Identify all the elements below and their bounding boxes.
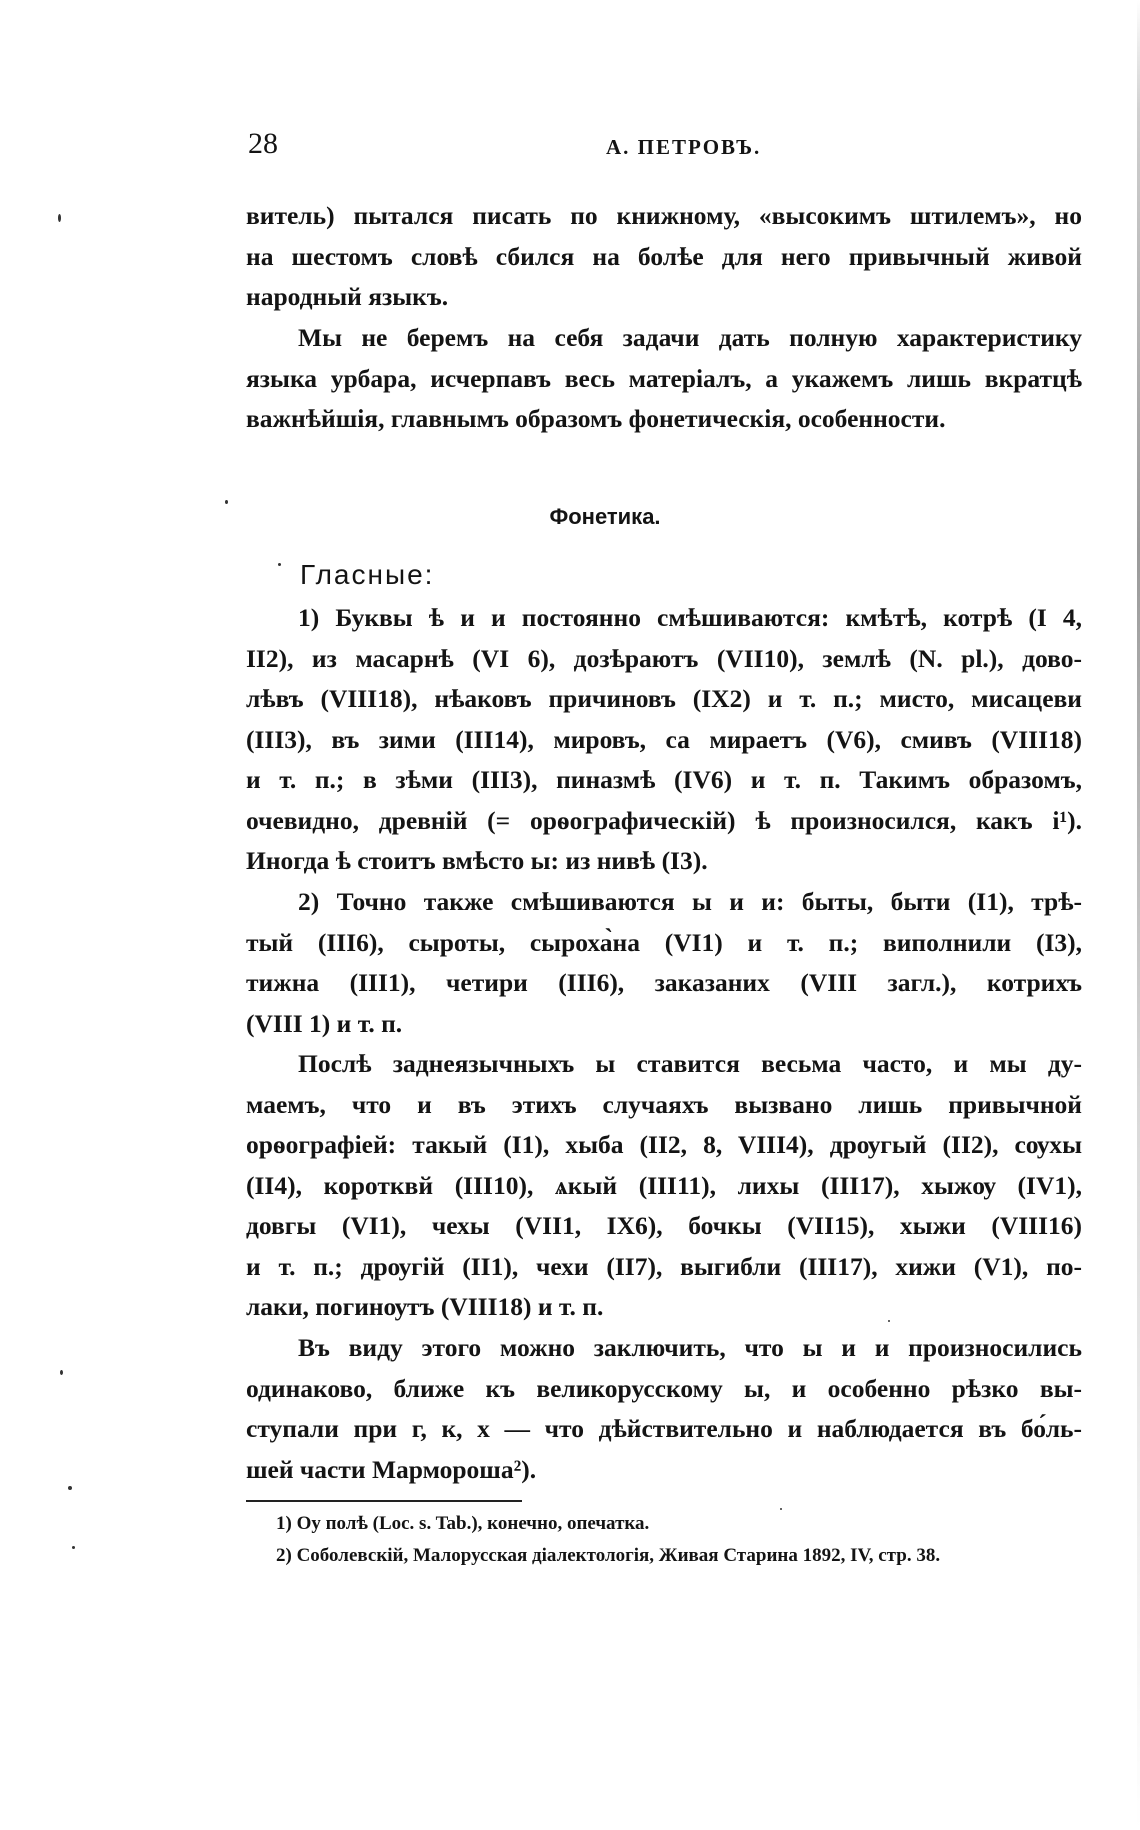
text-line: шей части Мармороша²).	[246, 1454, 537, 1484]
text-line: важнѣйшія, главнымъ образомъ фонетическія, особенности.	[246, 404, 946, 433]
text-line: очевидно, древній (= орѳографическій) ѣ произносился, какъ і¹).	[246, 805, 1082, 835]
text-line: лаки, погинѹтъ (VIII18) и т. п.	[246, 1292, 604, 1321]
text-line: лѣвъ (VIII18), нѣаковъ причиновъ (IX2) и т. п.; мисто, мисацеви	[246, 684, 1082, 713]
text-line: 2) Точно также смѣшиваются ы и и: быты, быти (I1), трѣ-	[298, 887, 1082, 916]
section-subhead: Гласные:	[300, 559, 435, 590]
text-line: 1) Буквы ѣ и и постоянно смѣшиваются: кмѣтѣ, котрѣ (I 4,	[298, 603, 1082, 632]
text-line: тижна (III1), четири (III6), заказаних (VIII загл.), котрихъ	[246, 968, 1082, 997]
text-line: (II4), коротквй (III10), ѧкый (III11), лихы (III17), хыжѹ (IV1),	[246, 1170, 1082, 1200]
section-title: Фонетика.	[549, 504, 661, 529]
text-line: (III3), въ зими (III14), мировъ, са мираетъ (V6), смивъ (VIII18)	[246, 724, 1082, 754]
running-head: А. ПЕТРОВЪ.	[606, 135, 762, 159]
text-line: II2), из масарнѣ (VI 6), дозѣраютъ (VII10), землѣ (N. pl.), дово-	[246, 643, 1082, 673]
text-line: народный языкъ.	[246, 282, 449, 311]
text-line: языка урбара, исчерпавъ весь матеріалъ, а укажемъ лишь вкратцѣ	[246, 363, 1082, 393]
text-line: ступали при г, к, х — что дѣйствительно и наблюдается въ бо́ль-	[246, 1414, 1082, 1443]
text-line: одинаково, ближе къ великорусскому ы, и особенно рѣзко вы-	[246, 1373, 1082, 1403]
paragraph-2	[246, 882, 1082, 1044]
text-line: орѳографіей: такый (I1), хыба (II2, 8, VIII4), дрѹгый (II2), сѹхы	[246, 1130, 1082, 1159]
footnote-1: 1) Оу полѣ (Loc. s. Tab.), конечно, опечатка.	[276, 1513, 650, 1534]
text-line: витель) пытался писать по книжному, «высокимъ штилемъ», но	[246, 201, 1082, 230]
paragraph-4	[246, 1328, 1082, 1490]
text-line: Мы не беремъ на себя задачи дать полную характеристику	[298, 323, 1082, 352]
paragraph-continuation	[246, 196, 1082, 318]
text-line: Иногда ѣ стоитъ вмѣсто ы: из нивѣ (I3).	[246, 846, 708, 875]
footnote-divider	[246, 1500, 522, 1502]
text-line: довгы (VI1), чехы (VII1, IX6), бочкы (VII15), хыжи (VIII16)	[246, 1211, 1082, 1240]
text-line: маемъ, что и въ этихъ случаяхъ вызвано лишь привычной	[246, 1089, 1082, 1119]
text-line: на шестомъ словѣ сбился на болѣе для него привычный живой	[246, 241, 1082, 271]
page-number: 28	[248, 127, 278, 160]
paragraph-1	[246, 598, 1082, 882]
footnotes	[276, 1508, 1082, 1572]
paragraph-intro	[246, 318, 1082, 440]
text-line: и т. п.; дрѹгій (II1), чехи (II7), выгибли (III17), хижи (V1), по-	[246, 1251, 1082, 1281]
text-line: и т. п.; в зѣми (III3), пиназмѣ (IV6) и т. п. Такимъ образомъ,	[246, 765, 1082, 794]
text-line: Въ виду этого можно заключить, что ы и и произносились	[298, 1333, 1082, 1362]
text-line: тый (III6), сыроты, сыроха̀на (VI1) и т. п.; виполнили (I3),	[246, 927, 1082, 957]
text-line: Послѣ заднеязычныхъ ы ставится весьма часто, и мы ду-	[298, 1049, 1082, 1078]
paragraph-3	[246, 1044, 1082, 1328]
footnote-2: 2) Соболевскій, Малорусская діалектологія, Живая Старина 1892, IV, стр. 38.	[276, 1545, 941, 1566]
text-line: (VIII 1) и т. п.	[246, 1008, 403, 1038]
